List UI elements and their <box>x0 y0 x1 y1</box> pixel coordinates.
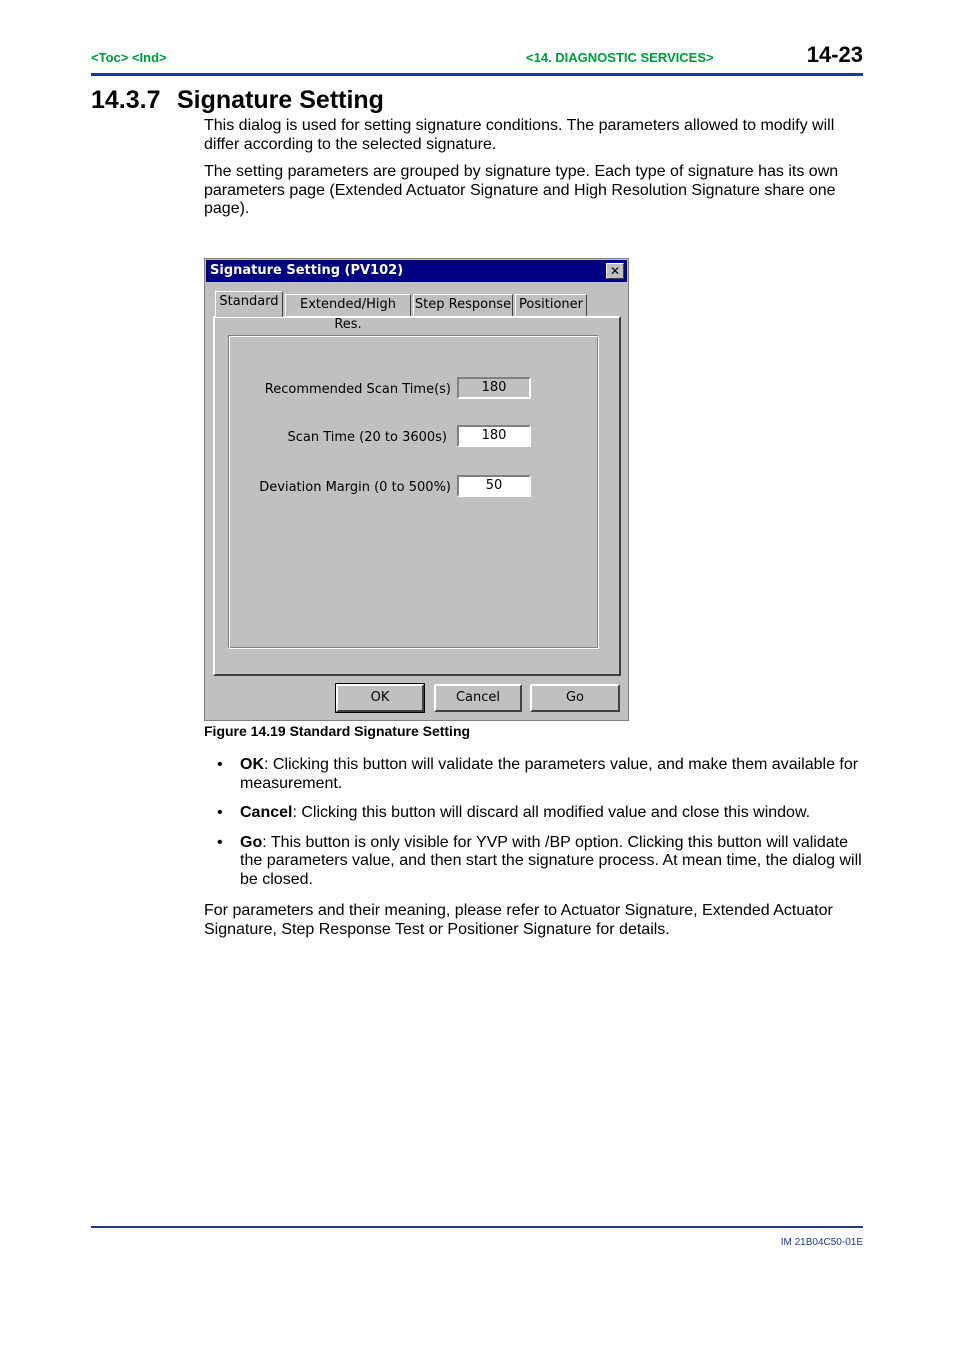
document-id: IM 21B04C50-01E <box>780 1237 863 1248</box>
bullet-term: OK <box>240 756 264 773</box>
signature-setting-dialog <box>204 258 629 721</box>
section-number: 14.3.7 <box>91 86 161 114</box>
list-item <box>204 756 864 793</box>
section-title: Signature Setting <box>177 86 384 114</box>
footer-divider <box>91 1226 863 1228</box>
tab-extended-high-res[interactable]: Extended/High Res. <box>285 294 411 316</box>
section-heading <box>91 86 384 115</box>
bullet-icon: • <box>217 833 223 851</box>
bullet-text: : This button is only visible for YVP with /BP option. Clicking this button will validate the parameters value, and then start the signature process. At mean time, the dialog will be closed. <box>240 833 862 888</box>
bullet-text: : Clicking this button will validate the parameters value, and make them available for measurement. <box>240 756 859 792</box>
dialog-title: Signature Setting (PV102) <box>210 263 404 278</box>
figure-caption: Figure 14.19 Standard Signature Setting <box>204 723 471 739</box>
toc-ind-links[interactable]: <Toc> <Ind> <box>91 50 167 65</box>
header-divider <box>91 73 863 76</box>
bullet-term: Cancel <box>240 804 293 821</box>
chapter-link[interactable]: <14. DIAGNOSTIC SERVICES> <box>526 50 714 65</box>
page-number: 14-23 <box>806 42 863 67</box>
deviation-margin-input[interactable]: 50 <box>457 475 531 497</box>
recommended-scan-time-label: Recommended Scan Time(s) <box>264 382 451 397</box>
cancel-button[interactable]: Cancel <box>434 684 522 712</box>
recommended-scan-time-field: 180 <box>457 377 531 399</box>
list-item <box>204 804 864 823</box>
tab-standard[interactable]: Standard <box>215 291 283 317</box>
bullet-term: Go <box>240 833 263 851</box>
list-item <box>204 834 864 890</box>
close-icon[interactable]: ✕ <box>606 263 624 279</box>
deviation-margin-label: Deviation Margin (0 to 500%) <box>259 480 451 495</box>
tab-positioner[interactable]: Positioner <box>515 294 587 316</box>
intro-paragraph-1: This dialog is used for setting signature conditions. The parameters allowed to modify will differ according to the selected signature. <box>204 117 835 153</box>
scan-time-input[interactable]: 180 <box>457 425 531 447</box>
tab-step-response[interactable]: Step Response <box>413 294 513 316</box>
dialog-titlebar[interactable] <box>206 260 627 282</box>
scan-time-label: Scan Time (20 to 3600s) <box>287 430 447 445</box>
bullet-icon: • <box>217 804 223 821</box>
button-descriptions <box>204 756 864 900</box>
ok-button[interactable]: OK <box>336 684 424 712</box>
bullet-text: : Clicking this button will discard all modified value and close this window. <box>292 804 811 821</box>
intro-paragraph-2: The setting parameters are grouped by signature type. Each type of signature has its own parameters page (Extended Actuator Signature and High Resolution Signature share one page). <box>204 163 839 217</box>
go-button[interactable]: Go <box>530 684 620 712</box>
closing-paragraph: For parameters and their meaning, please refer to Actuator Signature, Extended Actuator Signature, Step Response Test or Positioner Signature for details. <box>204 902 833 938</box>
bullet-icon: • <box>217 756 223 773</box>
